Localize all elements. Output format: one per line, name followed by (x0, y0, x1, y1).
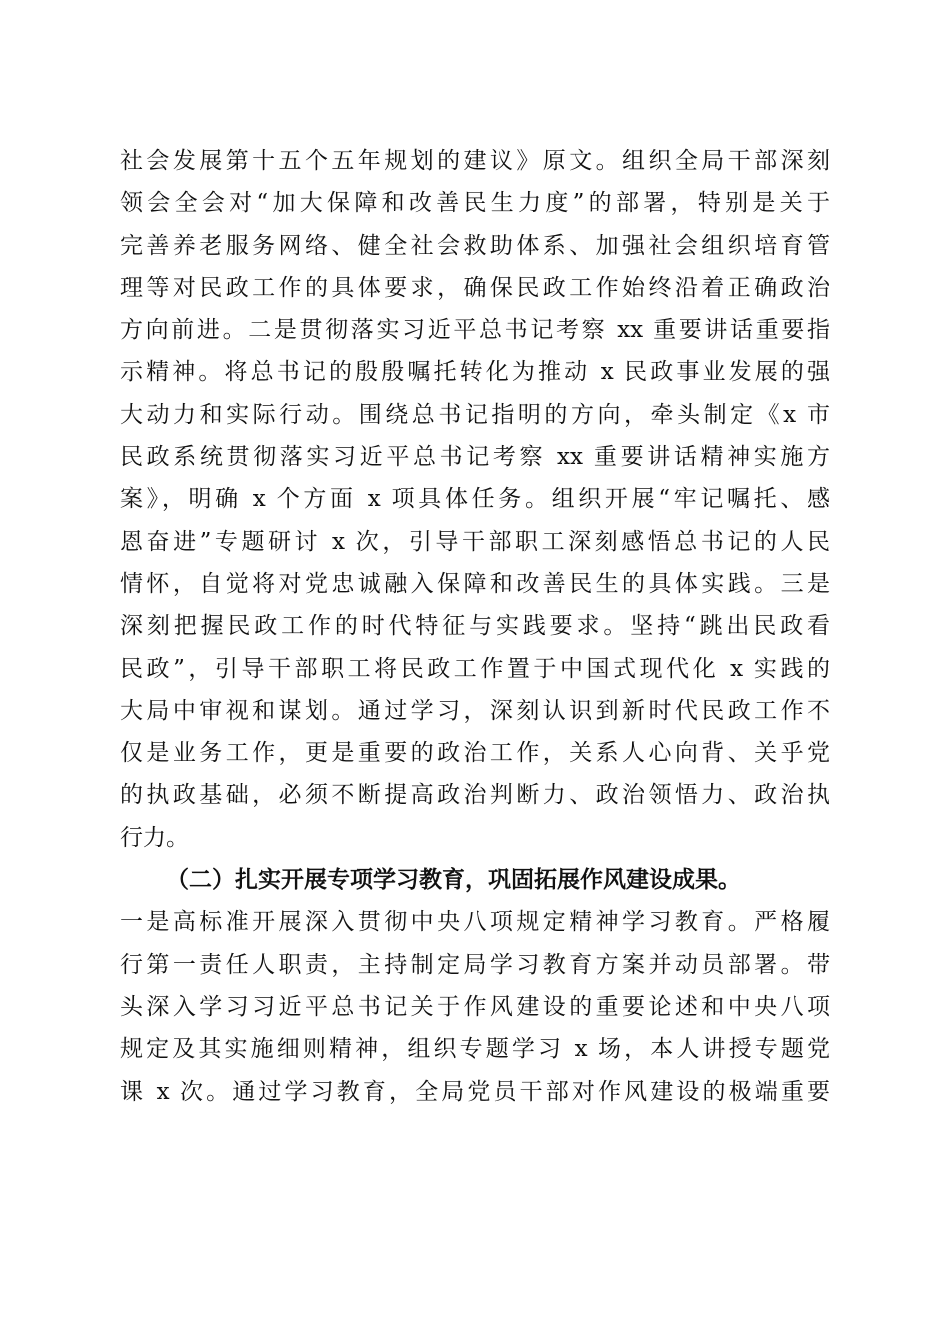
text-line: 头深入学习习近平总书记关于作风建设的重要论述和中央八项 (120, 993, 830, 1020)
text-line: 规定及其实施细则精神，组织专题学习 x 场，本人讲授专题党 (120, 1036, 830, 1063)
text-line: 深刻把握民政工作的时代特征与实践要求。坚持“跳出民政看 (120, 613, 830, 640)
text-line: 社会发展第十五个五年规划的建议》原文。组织全局干部深刻 (120, 148, 830, 174)
text-line: 一是高标准开展深入贯彻中央八项规定精神学习教育。严格履 (120, 909, 830, 936)
text-line: 行第一责任人职责，主持制定局学习教育方案并动员部署。带 (120, 951, 830, 978)
text-line: 课 x 次。通过学习教育，全局党员干部对作风建设的极端重要 (120, 1078, 830, 1105)
text-line: 理等对民政工作的具体要求，确保民政工作始终沿着正确政治 (120, 274, 830, 301)
text-line: 恩奋进”专题研讨 x 次，引导干部职工深刻感悟总书记的人民 (120, 528, 830, 555)
text-line: 方向前进。二是贯彻落实习近平总书记考察 xx 重要讲话重要指 (120, 317, 830, 344)
text-line: 完善养老服务网络、健全社会救助体系、加强社会组织培育管 (120, 232, 830, 259)
text-line: 仅是业务工作，更是重要的政治工作，关系人心向背、关乎党 (120, 740, 830, 767)
text-line: 大动力和实际行动。围绕总书记指明的方向，牵头制定《x 市 (120, 401, 830, 428)
text-line: 大局中审视和谋划。通过学习，深刻认识到新时代民政工作不 (120, 697, 830, 724)
text-line: 的执政基础，必须不断提高政治判断力、政治领悟力、政治执 (120, 782, 830, 809)
text-line: 情怀，自觉将对党忠诚融入保障和改善民生的具体实践。三是 (120, 570, 830, 597)
section-heading: （二）扎实开展专项学习教育，巩固拓展作风建设成果。 (166, 866, 741, 894)
body-text (120, 140, 830, 1113)
text-line: 民政”，引导干部职工将民政工作置于中国式现代化 x 实践的 (120, 655, 830, 682)
text-line: 行力。 (120, 824, 189, 851)
text-line: 案》，明确 x 个方面 x 项具体任务。组织开展“牢记嘱托、感 (120, 486, 830, 513)
text-line: 民政系统贯彻落实习近平总书记考察 xx 重要讲话精神实施方 (120, 444, 830, 471)
text-line: 领会全会对“加大保障和改善民生力度”的部署，特别是关于 (120, 190, 830, 217)
text-line: 示精神。将总书记的殷殷嘱托转化为推动 x 民政事业发展的强 (120, 359, 830, 386)
